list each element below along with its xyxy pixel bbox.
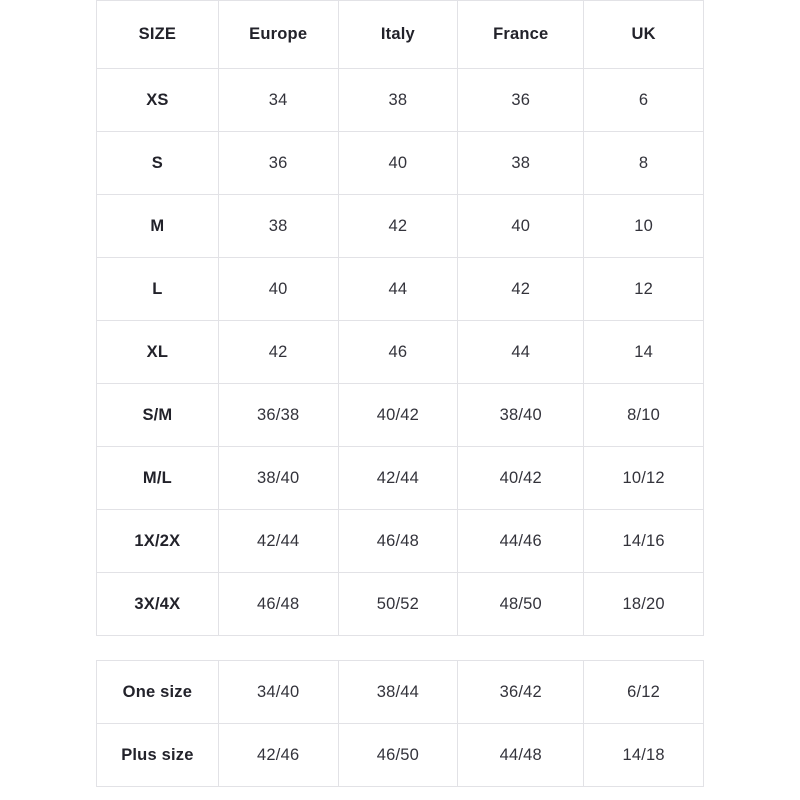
cell-france: 48/50 — [458, 573, 584, 636]
table-row — [97, 447, 704, 510]
one-size-table — [96, 660, 704, 787]
cell-size: M/L — [97, 447, 219, 510]
cell-europe: 36/38 — [218, 384, 338, 447]
cell-uk: 10/12 — [584, 447, 704, 510]
cell-uk: 8/10 — [584, 384, 704, 447]
cell-size: 1X/2X — [97, 510, 219, 573]
table-row — [97, 69, 704, 132]
table-row — [97, 321, 704, 384]
table-header-row — [97, 1, 704, 69]
cell-europe: 46/48 — [218, 573, 338, 636]
cell-europe: 38 — [218, 195, 338, 258]
cell-europe: 42/46 — [218, 724, 338, 787]
cell-size: XS — [97, 69, 219, 132]
cell-uk: 6/12 — [584, 661, 704, 724]
table-row — [97, 195, 704, 258]
cell-europe: 34 — [218, 69, 338, 132]
cell-france: 40/42 — [458, 447, 584, 510]
cell-europe: 42 — [218, 321, 338, 384]
cell-uk: 14/16 — [584, 510, 704, 573]
table-row — [97, 258, 704, 321]
table-row — [97, 510, 704, 573]
cell-uk: 18/20 — [584, 573, 704, 636]
cell-italy: 38/44 — [338, 661, 458, 724]
cell-europe: 42/44 — [218, 510, 338, 573]
cell-france: 44 — [458, 321, 584, 384]
one-size-table-container — [96, 660, 704, 787]
column-header-italy: Italy — [338, 1, 458, 69]
cell-italy: 46 — [338, 321, 458, 384]
cell-uk: 12 — [584, 258, 704, 321]
cell-uk: 10 — [584, 195, 704, 258]
cell-italy: 44 — [338, 258, 458, 321]
cell-uk: 8 — [584, 132, 704, 195]
cell-italy: 42 — [338, 195, 458, 258]
cell-europe: 38/40 — [218, 447, 338, 510]
table-row — [97, 384, 704, 447]
cell-europe: 40 — [218, 258, 338, 321]
size-conversion-table — [96, 0, 704, 636]
cell-france: 38 — [458, 132, 584, 195]
cell-size: S — [97, 132, 219, 195]
cell-france: 40 — [458, 195, 584, 258]
cell-size: S/M — [97, 384, 219, 447]
cell-europe: 36 — [218, 132, 338, 195]
cell-size: XL — [97, 321, 219, 384]
cell-italy: 38 — [338, 69, 458, 132]
cell-europe: 34/40 — [218, 661, 338, 724]
cell-uk: 14 — [584, 321, 704, 384]
table-row — [97, 661, 704, 724]
table-row — [97, 724, 704, 787]
cell-france: 36/42 — [458, 661, 584, 724]
cell-size: Plus size — [97, 724, 219, 787]
cell-france: 44/48 — [458, 724, 584, 787]
column-header-uk: UK — [584, 1, 704, 69]
cell-uk: 14/18 — [584, 724, 704, 787]
table-body — [97, 69, 704, 636]
column-header-europe: Europe — [218, 1, 338, 69]
cell-france: 36 — [458, 69, 584, 132]
cell-italy: 46/50 — [338, 724, 458, 787]
cell-uk: 6 — [584, 69, 704, 132]
cell-size: One size — [97, 661, 219, 724]
table-row — [97, 573, 704, 636]
cell-italy: 50/52 — [338, 573, 458, 636]
cell-size: M — [97, 195, 219, 258]
cell-france: 38/40 — [458, 384, 584, 447]
cell-italy: 46/48 — [338, 510, 458, 573]
cell-size: 3X/4X — [97, 573, 219, 636]
cell-italy: 40 — [338, 132, 458, 195]
cell-italy: 42/44 — [338, 447, 458, 510]
cell-italy: 40/42 — [338, 384, 458, 447]
cell-france: 44/46 — [458, 510, 584, 573]
column-header-france: France — [458, 1, 584, 69]
column-header-size: SIZE — [97, 1, 219, 69]
size-conversion-table-container — [96, 0, 704, 636]
cell-size: L — [97, 258, 219, 321]
table-header — [97, 1, 704, 69]
cell-france: 42 — [458, 258, 584, 321]
table-row — [97, 132, 704, 195]
table-body — [97, 661, 704, 787]
